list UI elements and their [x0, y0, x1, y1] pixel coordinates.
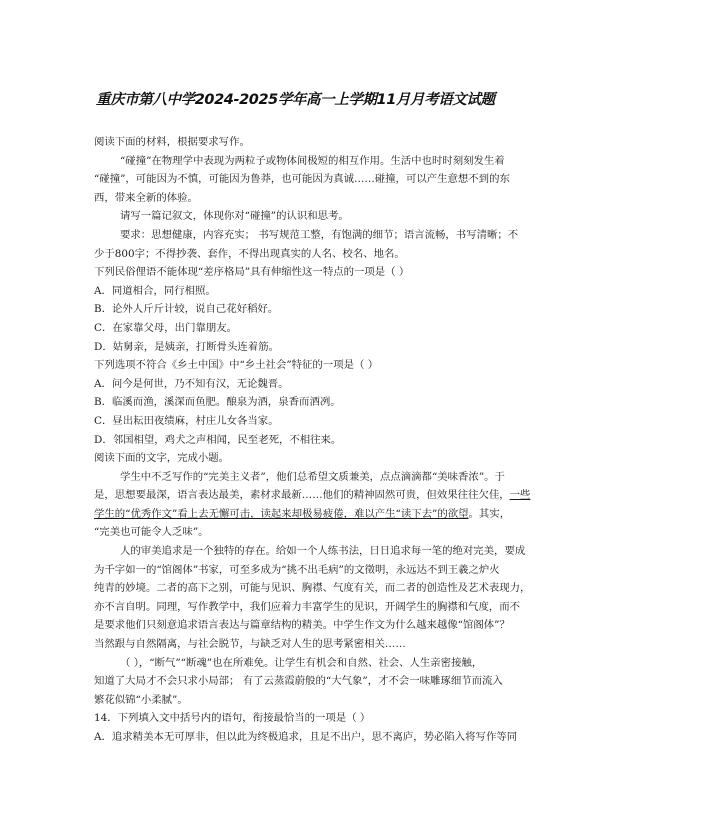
- text-line: 西，带来全新的体验。: [94, 191, 198, 204]
- text-line: D．邻国相望，鸡犬之声相闻，民至老死，不相往来。: [94, 433, 342, 446]
- text-line: C．在家靠父母，出门靠朋友。: [94, 321, 238, 334]
- text-line: “碰撞”在物理学中表现为两粒子或物体间极短的相互作用。生活中也时时刻刻发生着: [120, 154, 505, 167]
- text-line: D．姑舅亲，是姨亲，打断骨头连着筋。: [94, 340, 279, 353]
- page-title: 重庆市第八中学2024-2025学年高一上学期11月月考语文试题: [96, 92, 495, 108]
- text-line: C．昼出耘田夜绩麻，村庄儿女各当家。: [94, 414, 279, 427]
- text-line: “完美也可能令人乏味”。: [94, 526, 209, 539]
- text-line: 下列选项不符合《乡土中国》中“乡土社会”特征的一项是（ ）: [94, 359, 379, 372]
- text-line: 下列民俗俚语不能体现“差序格局”具有伸缩性这一特点的一项是（ ）: [94, 266, 410, 279]
- text-line: 人的审美追求是一个独特的存在。给如一个人练书法，日日追求每一笔的绝对完美，要成: [120, 545, 526, 558]
- text-line: A．问今是何世，乃不知有汉，无论魏晋。: [94, 377, 289, 390]
- text-line: 阅读下面的文字，完成小题。: [94, 452, 230, 465]
- text-line: 亦不言自明。同理，写作教学中，我们应着力丰富学生的见识，开阔学生的胸襟和气度，而不: [94, 600, 521, 613]
- text-line: 14．下列填入文中括号内的语句，衔接最恰当的一项是（ ）: [94, 712, 371, 725]
- text-line: 阅读下面的材料，根据要求写作。: [94, 136, 250, 148]
- text-line: 是，思想要最深，语言表达最美，素材求最新……他们的精神固然可贵，但效果往往欠佳，一些: [94, 489, 531, 502]
- text-line: B．临溪而渔，溪深而鱼肥。酿泉为酒，泉香而酒冽。: [94, 396, 341, 409]
- text-line: 请写一篇记叙文，体现你对“碰撞”的认识和思考。: [120, 210, 349, 223]
- text-line: 学生的“优秀作文”看上去无懈可击，读起来却极易疲倦，难以产生“读下去”的欲望。其实，: [94, 507, 511, 520]
- text-line: A．追求精美本无可厚非，但以此为终极追求，且足不出户，思不离庐，势必陷入将写作等同: [94, 731, 518, 743]
- text-line: 繁花似锦“小柔腻”。: [94, 693, 188, 706]
- text-line: B．论外人斤斤计较，说自己花好稻好。: [94, 303, 279, 316]
- text-line: 为千字如一的“馆阁体”书家，可至多成为“挑不出毛病”的文徵明，永远达不到王羲之炉火: [94, 563, 500, 576]
- text-line: 是要求他们只刻意追求语言表达与篇章结构的精美。中学生作文为什么越来越像“馆阁体”？: [94, 619, 510, 632]
- document-body: [94, 133, 556, 747]
- text-line: 纯青的妙境。二者的高下之别，可能与见识、胸襟、气度有关，而二者的创造性及艺术表现力，: [94, 582, 531, 595]
- text-line: A．同道相合，同行相照。: [94, 284, 216, 297]
- text-line: 学生中不乏写作的“完美主义者”，他们总希望文质兼美，点点滴滴都“美味香浓”。于: [120, 470, 505, 483]
- text-line: 要求：思想健康，内容充实； 书写规范工整，有饱满的细节；语言流畅，书写清晰；不: [120, 228, 519, 241]
- text-line: 知道了大局才不会只求小局部； 有了云蒸霞蔚般的“大气象”，才不会一味雕琢细节而流入: [94, 675, 503, 688]
- text-line: “碰撞”，可能因为不慎，可能因为鲁莽，也可能因为真诚……碰撞，可以产生意想不到的东: [94, 173, 510, 186]
- text-line: 少于800字；不得抄袭、套作，不得出现真实的人名、校名、地名。: [94, 247, 405, 260]
- text-line: （ ），“断气”“断魂”也在所难免。让学生有机会和自然、社会、人生亲密接触，: [120, 656, 483, 669]
- text-line: 当然跟与自然隔离，与社会脱节，与缺乏对人生的思考紧密相关……: [94, 638, 406, 651]
